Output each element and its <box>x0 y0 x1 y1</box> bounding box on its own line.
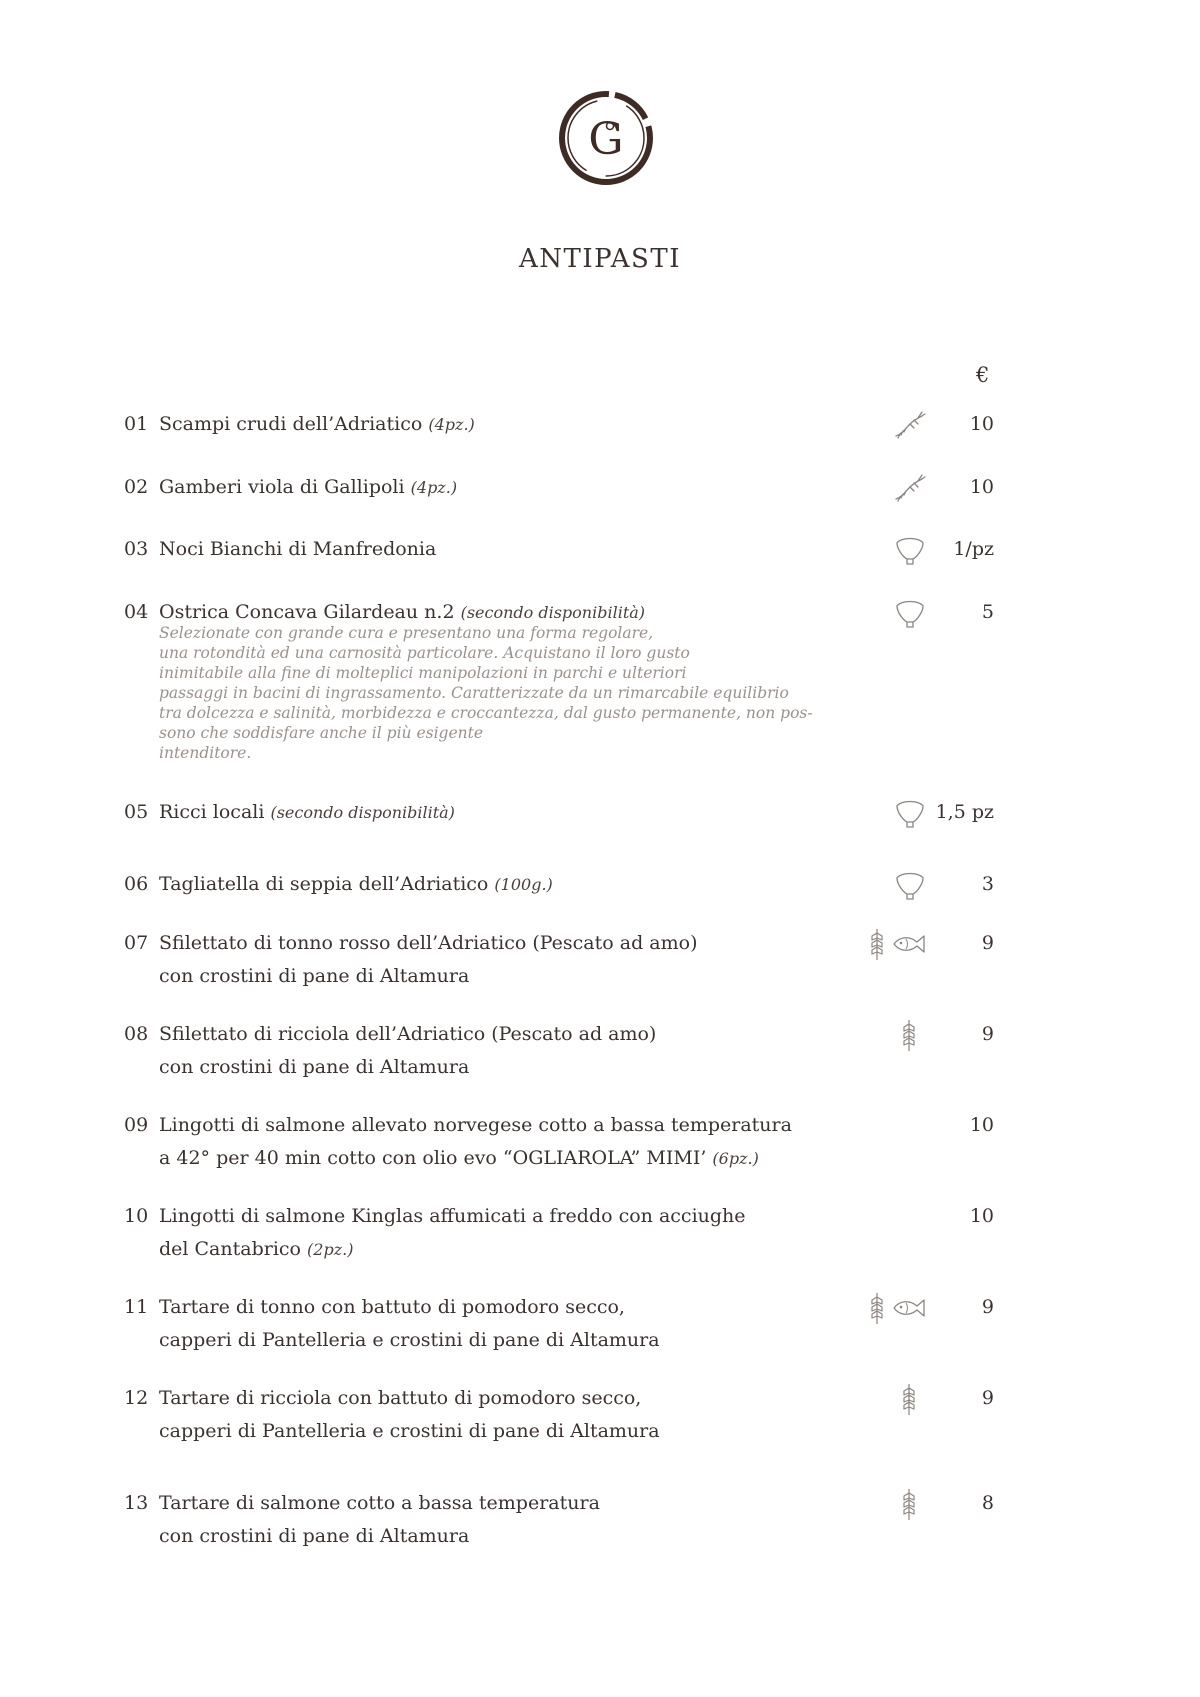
item-price: 10 <box>969 1205 994 1227</box>
item-note: (6pz.) <box>712 1149 759 1168</box>
svg-text:G: G <box>588 114 624 165</box>
item-price: 1,5 pz <box>935 801 994 823</box>
item-name: Sfilettato di tonno rosso dell’Adriatico (Pescato ad amo) <box>159 932 698 954</box>
item-note: (4pz.) <box>410 478 458 497</box>
item-name-line2: capperi di Pantelleria e crostini di pane di Altamura <box>159 1329 660 1351</box>
item-note: (secondo disponibilità) <box>460 603 646 622</box>
item-name: Scampi crudi dell’Adriatico <box>159 413 423 435</box>
item-number: 08 <box>124 1023 149 1045</box>
item-number: 02 <box>124 476 149 498</box>
item-number: 12 <box>124 1387 149 1409</box>
item-name: Lingotti di salmone allevato norvegese cotto a bassa temperatura <box>159 1114 792 1136</box>
shell-icon <box>893 796 927 830</box>
item-name: Lingotti di salmone Kinglas affumicati a freddo con acciughe <box>159 1205 746 1227</box>
item-price: 10 <box>969 476 994 498</box>
item-name: Ricci locali <box>159 801 265 823</box>
item-name: Noci Bianchi di Manfredonia <box>159 538 437 560</box>
item-price: 9 <box>981 1387 994 1409</box>
item-name-line2: con crostini di pane di Altamura <box>159 1525 470 1547</box>
item-note: (100g.) <box>494 875 553 894</box>
item-number: 13 <box>124 1492 149 1514</box>
item-number: 10 <box>124 1205 149 1227</box>
item-name: Ostrica Concava Gilardeau n.2 <box>159 601 455 623</box>
item-number: 05 <box>124 801 149 823</box>
item-name: Tagliatella di seppia dell’Adriatico <box>159 873 489 895</box>
item-price: 8 <box>981 1492 994 1514</box>
item-note: (4pz.) <box>428 415 475 434</box>
item-description: Selezionate con grande cura e presentano una forma regolare, una rotondità ed una carnosità particolare. Acquistano il loro gusto inimitabile alla fine di molteplici manipolazioni in parchi e ulteriori passaggi in bacini di ingrassamento. Caratterizzate da un rimarcabile equilibrio tra dolcezza e salinità, morbidezza e croccantezza, dal gusto permanente, non pos- sono che soddisfare anche il più esigente intenditore. <box>159 624 813 762</box>
item-name-line2: capperi di Pantelleria e crostini di pane di Altamura <box>159 1420 660 1442</box>
item-note: (secondo disponibilità) <box>270 803 455 822</box>
item-price: 10 <box>969 1114 994 1136</box>
fish-icon <box>892 927 926 961</box>
restaurant-logo-icon <box>554 86 658 190</box>
item-price: 1/pz <box>953 538 994 560</box>
currency-header: € <box>976 363 990 387</box>
wheat-icon <box>898 1018 932 1052</box>
shell-icon <box>893 596 927 630</box>
item-price: 5 <box>981 601 994 623</box>
item-number: 11 <box>124 1296 149 1318</box>
item-name: Tartare di salmone cotto a bassa temperatura <box>159 1492 600 1514</box>
item-name-line2: con crostini di pane di Altamura <box>159 965 470 987</box>
fish-icon <box>892 1291 926 1325</box>
item-price: 9 <box>981 932 994 954</box>
shrimp-icon <box>892 408 926 442</box>
item-note: (2pz.) <box>307 1240 354 1259</box>
item-name: Tartare di tonno con battuto di pomodoro secco, <box>159 1296 625 1318</box>
item-price: 10 <box>969 413 994 435</box>
shell-icon <box>893 868 927 902</box>
item-number: 06 <box>124 873 149 895</box>
item-name: Tartare di ricciola con battuto di pomodoro secco, <box>159 1387 642 1409</box>
wheat-icon <box>898 1487 932 1521</box>
item-price: 9 <box>981 1296 994 1318</box>
item-number: 07 <box>124 932 149 954</box>
item-name: Gamberi viola di Gallipoli <box>159 476 405 498</box>
item-number: 04 <box>124 601 149 623</box>
shrimp-icon <box>892 471 926 505</box>
item-number: 09 <box>124 1114 149 1136</box>
item-name-line2: del Cantabrico <box>159 1238 301 1260</box>
item-name-line2: con crostini di pane di Altamura <box>159 1056 470 1078</box>
item-name-line2: a 42° per 40 min cotto con olio evo “OGLIAROLA” MIMI’ <box>159 1147 707 1169</box>
item-price: 9 <box>981 1023 994 1045</box>
shell-icon <box>893 533 927 567</box>
item-number: 03 <box>124 538 149 560</box>
page-title: ANTIPASTI <box>519 244 681 274</box>
item-name: Sfilettato di ricciola dell’Adriatico (Pescato ad amo) <box>159 1023 657 1045</box>
wheat-icon <box>898 1382 932 1416</box>
item-price: 3 <box>981 873 994 895</box>
item-number: 01 <box>124 413 149 435</box>
